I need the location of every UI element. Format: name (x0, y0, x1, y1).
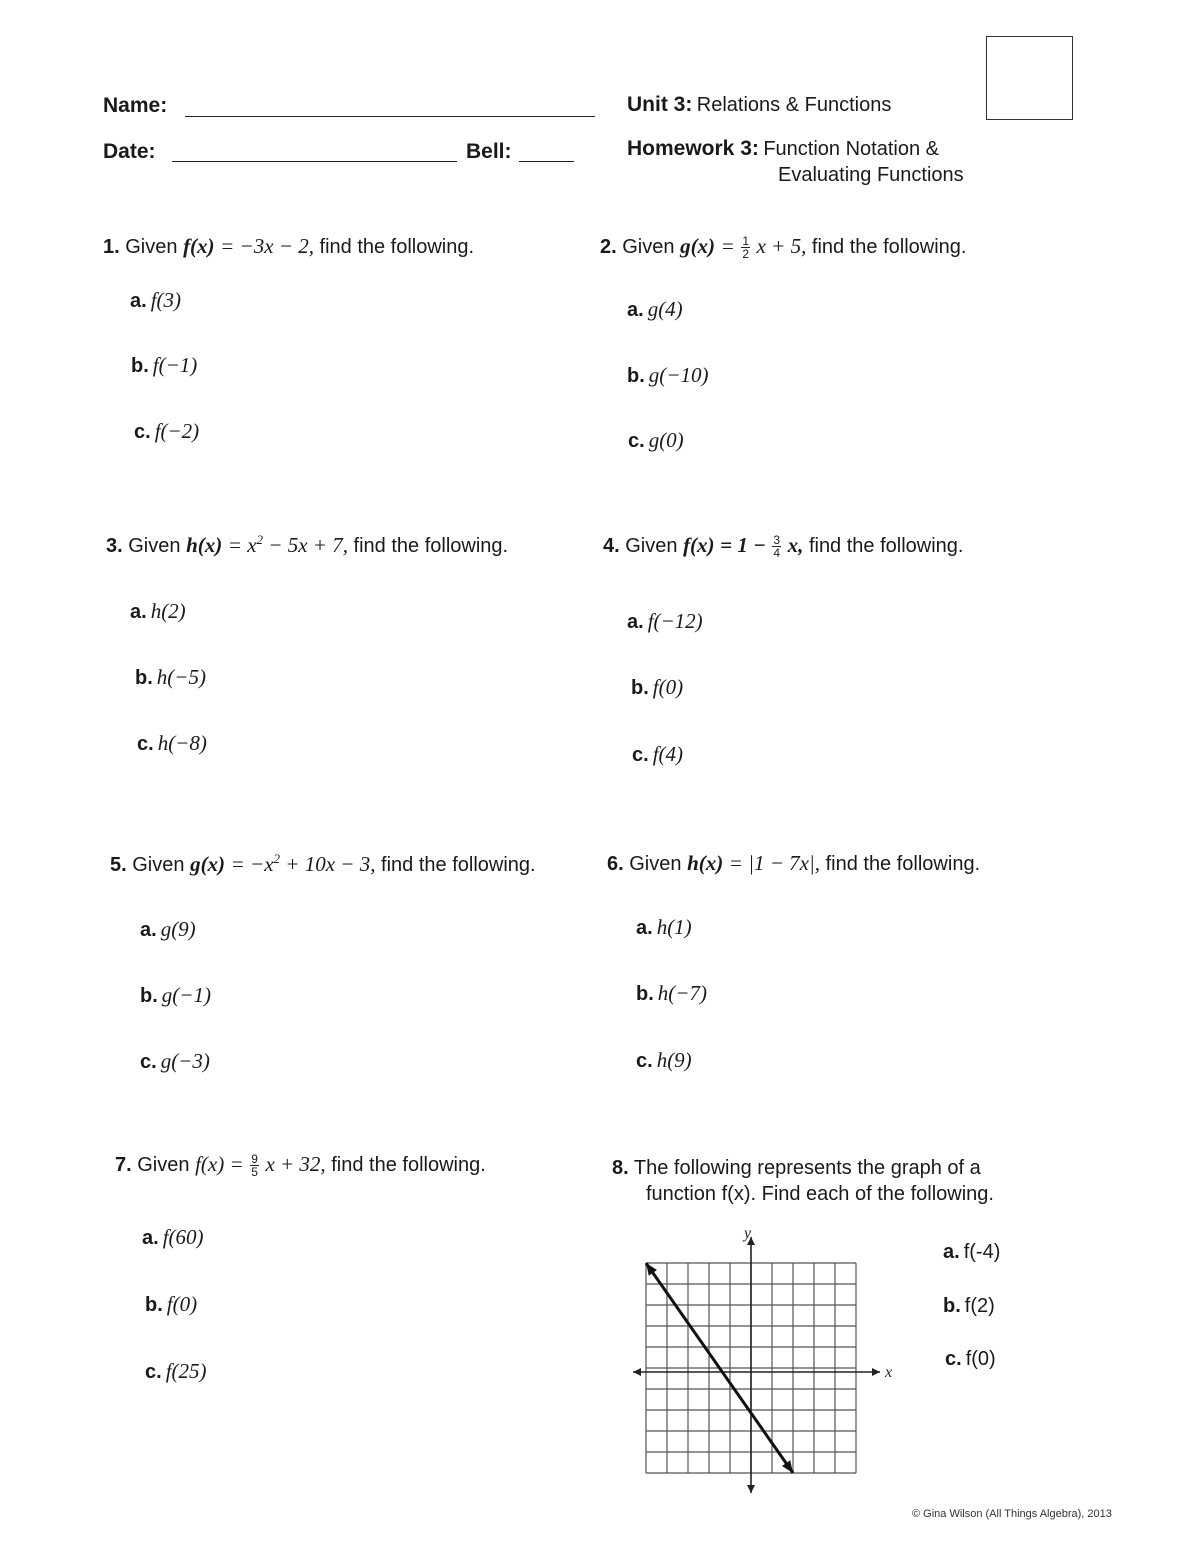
name-field[interactable] (185, 116, 595, 117)
instruction-text: find the following. (811, 236, 967, 258)
bell-label: Bell: (466, 140, 512, 163)
name-label: Name: (103, 94, 168, 117)
function-lhs: h(x) (687, 851, 724, 875)
problem-8-line1: The following represents the graph of a (633, 1157, 981, 1179)
problem-8-line2: function f(x). Find each of the following. (646, 1183, 994, 1205)
problem-7 (115, 1152, 486, 1178)
unit-label: Unit 3: (627, 93, 693, 116)
problem-7-part-a: a. f(60) (142, 1225, 204, 1249)
homework-title-line2: Evaluating Functions (778, 164, 964, 186)
date-label: Date: (103, 140, 156, 163)
problem-number: 2. (600, 236, 617, 258)
function-lhs: f(x) (683, 533, 715, 557)
given-text: Given (132, 854, 185, 876)
problem-4-part-a: a. f(−12) (627, 609, 703, 633)
x-axis (633, 1368, 880, 1376)
problem-4-part-c: c. f(4) (632, 742, 684, 766)
y-axis-label: y (744, 1225, 752, 1242)
homework-label: Homework 3: (627, 137, 759, 160)
problem-1 (103, 234, 474, 259)
problem-3-part-a: a. h(2) (130, 599, 186, 623)
homework-heading (627, 137, 939, 161)
problem-2: 2. Given g(x) = $\frac{1}{2}$ x + 5, find the following. (600, 234, 967, 262)
problem-1-part-a: a. f(3) (130, 288, 182, 312)
given-text: Given (137, 1154, 190, 1176)
score-box (986, 36, 1073, 120)
problem-3-part-c: c. h(−8) (137, 731, 207, 755)
problem-number: 7. (115, 1154, 132, 1176)
problem-6 (607, 851, 980, 876)
problem-8-part-c: c. f(0) (945, 1348, 996, 1370)
problem-number: 8. (612, 1157, 629, 1179)
given-text: Given (128, 535, 181, 557)
problem-6-part-c: c. h(9) (636, 1048, 692, 1072)
instruction-text: find the following. (353, 535, 509, 557)
problem-8-part-a: a. f(-4) (943, 1241, 1001, 1263)
function-lhs: f(x) (183, 234, 215, 258)
instruction-text: find the following. (331, 1154, 486, 1176)
problem-5 (110, 851, 536, 877)
problem-6-part-a: a. h(1) (636, 915, 692, 939)
problem-number: 4. (603, 535, 620, 557)
unit-title: Relations & Functions (696, 94, 892, 116)
fraction: $\frac{3}{4}$ (773, 533, 781, 561)
problem-8-part-b: b. f(2) (943, 1295, 995, 1317)
problem-1-part-c: c. f(−2) (134, 419, 200, 443)
problem-3-part-b: b. h(−5) (135, 665, 206, 689)
fraction: $\frac{1}{2}$ (742, 234, 750, 262)
problem-2-part-a: a. g(4) (627, 297, 683, 321)
problem-5-part-b: b. g(−1) (140, 983, 211, 1007)
problem-number: 5. (110, 854, 127, 876)
function-lhs: h(x) (186, 533, 223, 557)
problem-6-part-b: b. h(−7) (636, 981, 707, 1005)
y-axis-down-arrow (747, 1485, 755, 1493)
instruction-text: find the following. (319, 236, 475, 258)
function-lhs: g(x) (190, 852, 226, 876)
problem-3 (106, 532, 508, 558)
instruction-text: find the following. (381, 854, 536, 876)
date-field[interactable] (172, 161, 457, 162)
instruction-text: find the following. (808, 535, 964, 557)
function-rhs: x + 32, (265, 1152, 326, 1176)
unit-heading (627, 93, 891, 117)
given-text: Given (625, 535, 678, 557)
problem-8 (612, 1157, 981, 1180)
function-graph (625, 1225, 895, 1495)
given-text: Given (125, 236, 178, 258)
instruction-text: find the following. (825, 853, 981, 875)
function-lhs: f(x) = (195, 1152, 244, 1176)
problem-number: 3. (106, 535, 123, 557)
given-text: Given (622, 236, 675, 258)
problem-5-part-c: c. g(−3) (140, 1049, 210, 1073)
fraction: $\frac{9}{5}$ (251, 1152, 258, 1180)
problem-2-part-b: b. g(−10) (627, 363, 709, 387)
problem-number: 1. (103, 236, 120, 258)
function-rhs: = $-x^2 + 10x - 3$, (230, 851, 376, 876)
function-lhs: g(x) (680, 234, 716, 258)
problem-4: 4. Given f(x) = 1 − $\frac{3}{4}$ x, find the following. (603, 533, 964, 561)
y-axis (747, 1237, 755, 1493)
function-rhs: x + 5, (756, 234, 807, 258)
problem-number: 6. (607, 853, 624, 875)
problem-2-part-c: c. g(0) (628, 428, 684, 452)
problem-7-part-b: b. f(0) (145, 1292, 198, 1316)
problem-1-part-b: b. f(−1) (131, 353, 198, 377)
given-text: Given (629, 853, 682, 875)
function-rhs: = $x^2 - 5x + 7$, (227, 532, 348, 557)
x-axis-right-arrow (872, 1368, 880, 1376)
problem-5-part-a: a. g(9) (140, 917, 196, 941)
x-axis-label: x (885, 1364, 893, 1381)
problem-4-part-b: b. f(0) (631, 675, 684, 699)
x-axis-left-arrow (633, 1368, 641, 1376)
copyright: © Gina Wilson (All Things Algebra), 2013 (912, 1508, 1112, 1520)
function-rhs: = −3x − 2, (220, 234, 314, 258)
function-rhs: = |1 − 7x|, (728, 851, 821, 875)
homework-title-line1: Function Notation & (763, 138, 939, 160)
bell-field[interactable] (519, 161, 574, 162)
problem-7-part-c: c. f(25) (145, 1359, 207, 1383)
